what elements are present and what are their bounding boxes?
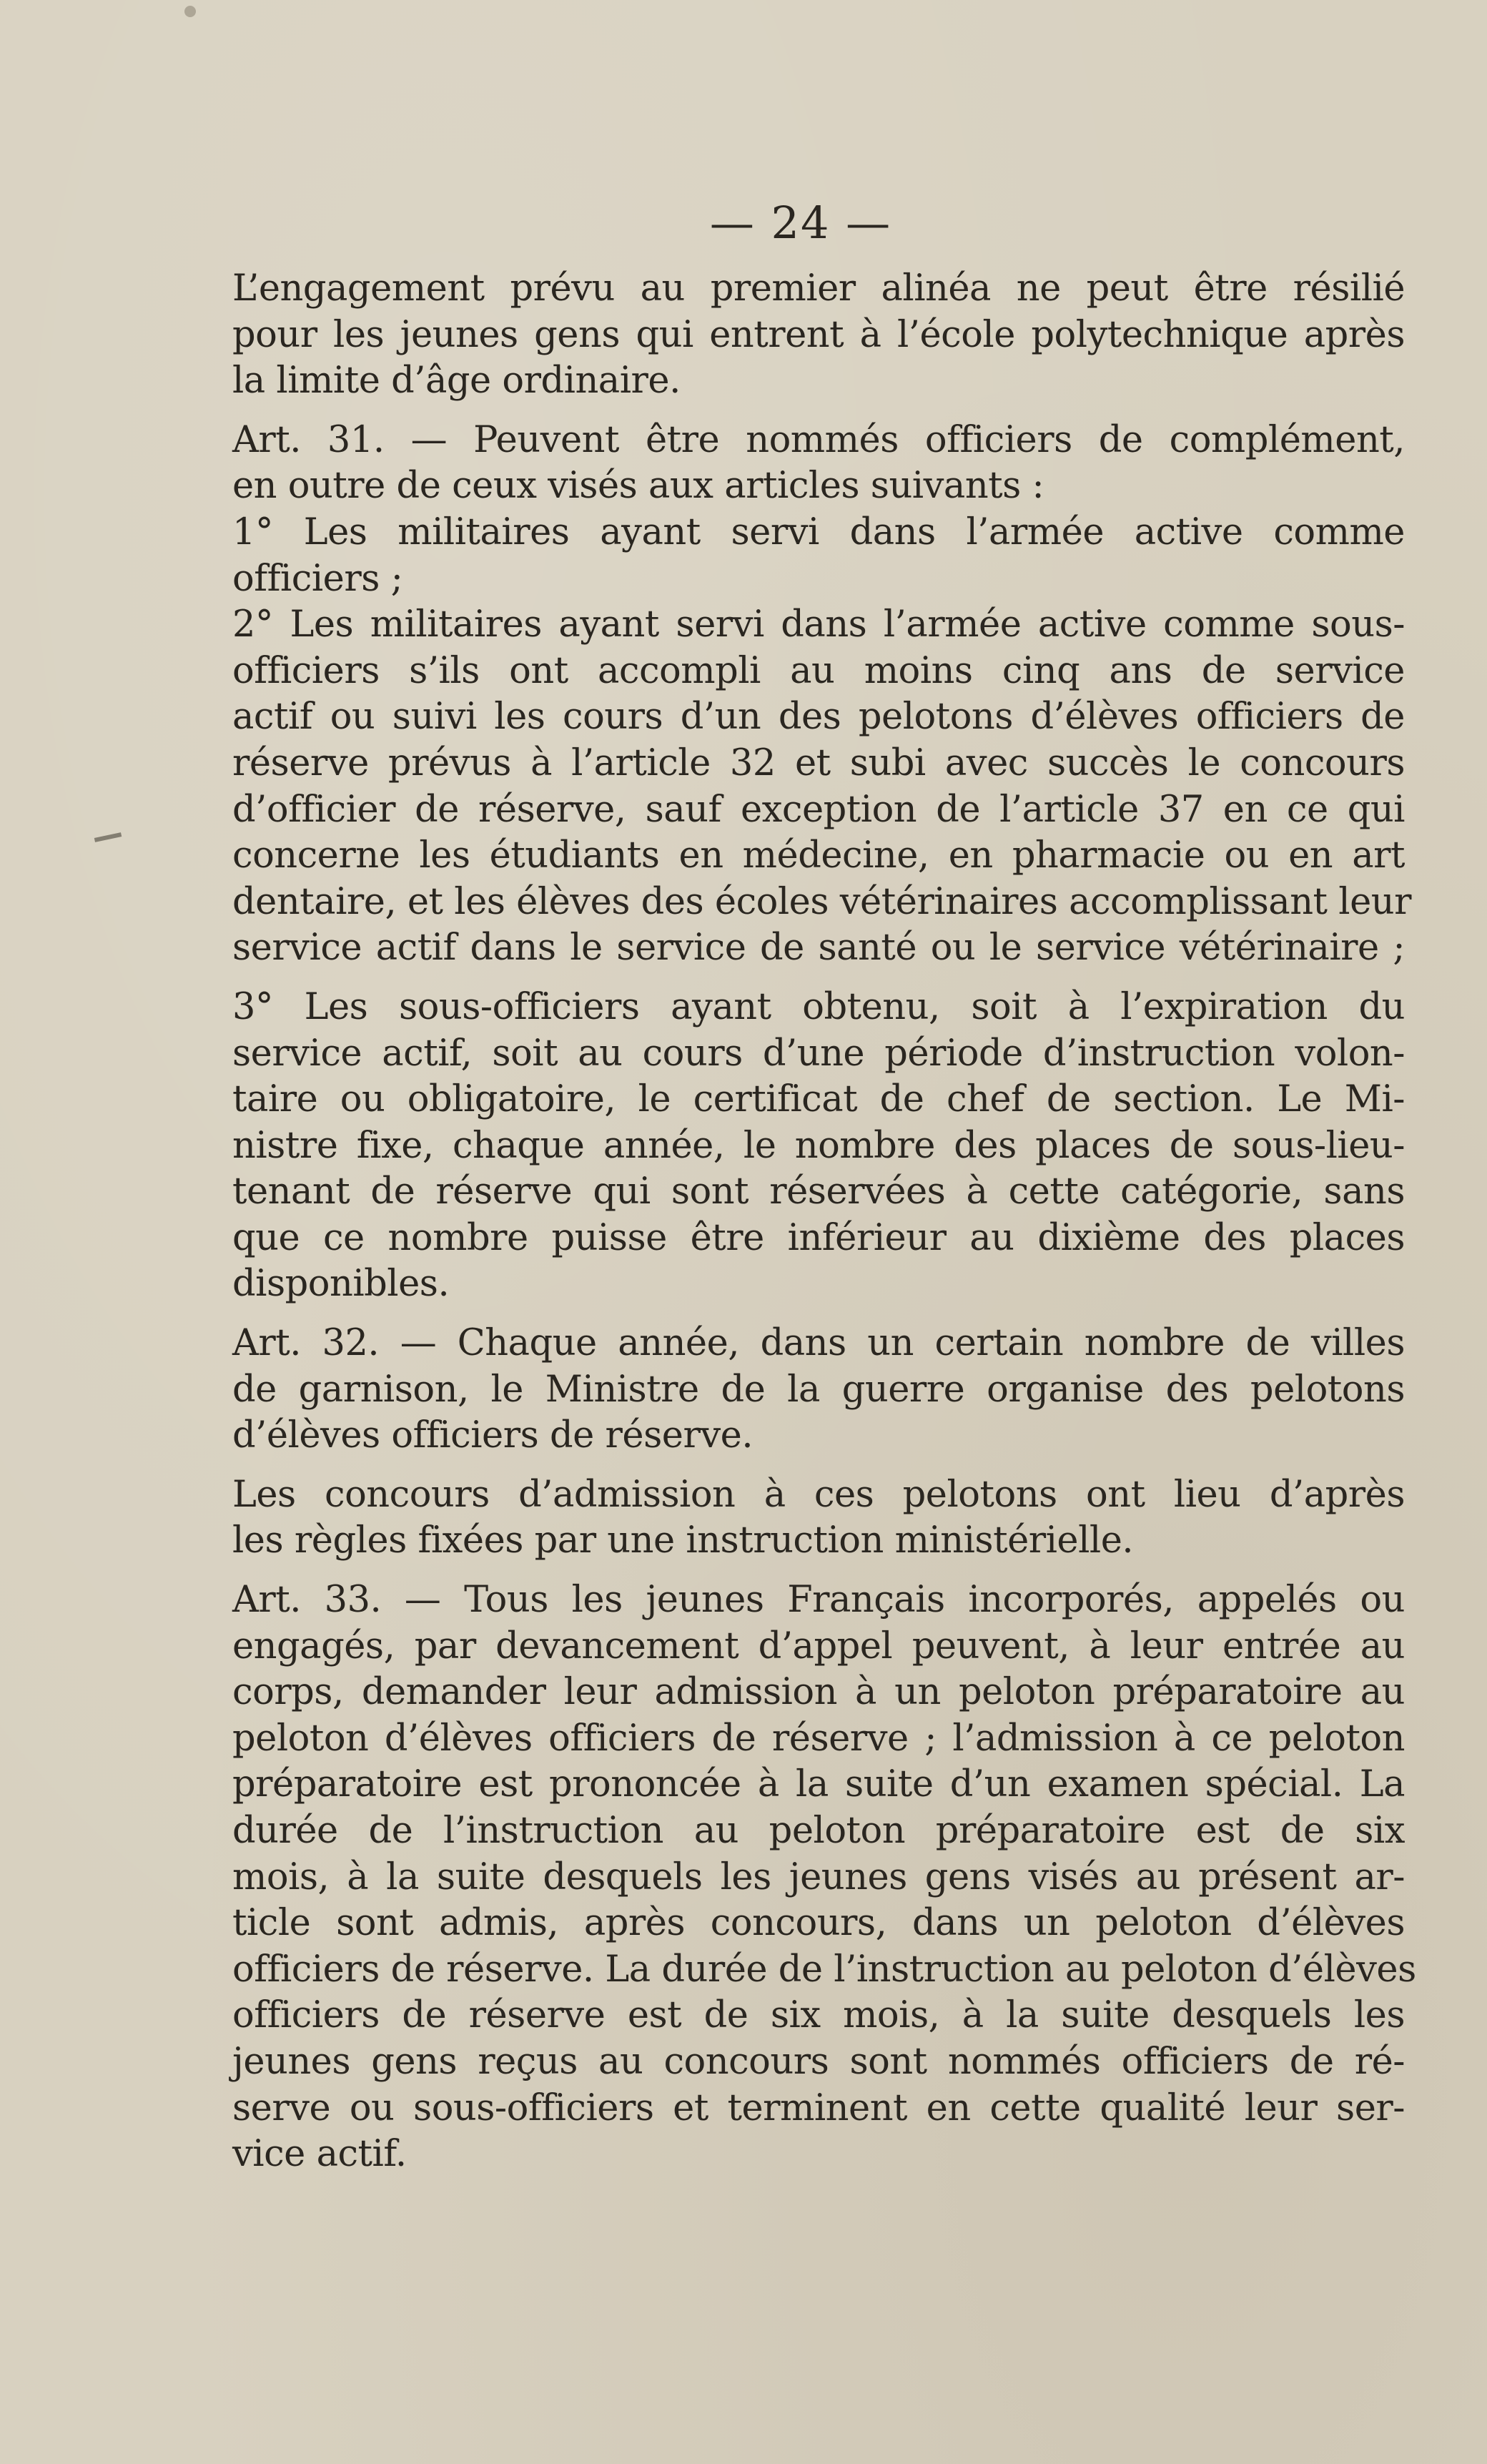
text-line: 1° Les militaires ayant servi dans l’armée active comme <box>232 511 1405 553</box>
text-line: d’officier de réserve, sauf exception de l’article 37 en ce qui <box>232 788 1405 831</box>
page-number: — 24 — <box>709 197 892 249</box>
text-line: concerne les étudiants en médecine, en pharmacie ou en art <box>232 834 1405 877</box>
text-line: ticle sont admis, après concours, dans un peloton d’élèves <box>232 1902 1405 1945</box>
text-line: L’engagement prévu au premier alinéa ne peut être résilié <box>232 267 1405 310</box>
text-line: dentaire, et les élèves des écoles vétérinaires accomplissant leur <box>232 880 1411 923</box>
text-line: service actif, soit au cours d’une période d’instruction volon- <box>232 1032 1405 1075</box>
text-line: durée de l’instruction au peloton préparatoire est de six <box>232 1810 1405 1852</box>
text-line: pour les jeunes gens qui entrent à l’école polytechnique après <box>232 313 1405 356</box>
text-line: corps, demander leur admission à un peloton préparatoire au <box>232 1671 1405 1714</box>
text-line: les règles fixées par une instruction ministérielle. <box>232 1519 1134 1562</box>
text-line: officiers de réserve est de six mois, à la suite desquels les <box>232 1994 1405 2037</box>
text-line: service actif dans le service de santé ou le service vétérinaire ; <box>232 927 1405 970</box>
margin-mark <box>94 832 122 842</box>
text-line: 3° Les sous-officiers ayant obtenu, soit à l’expiration du <box>232 985 1405 1028</box>
text-line: de garnison, le Ministre de la guerre organise des pelotons <box>232 1368 1405 1411</box>
text-line: vice actif. <box>232 2133 407 2176</box>
text-line: disponibles. <box>232 1263 450 1306</box>
text-line: d’élèves officiers de réserve. <box>232 1414 754 1457</box>
text-line: nistre fixe, chaque année, le nombre des places de sous-lieu- <box>232 1124 1405 1167</box>
body-text <box>232 266 1416 2178</box>
text-line: Les concours d’admission à ces pelotons ont lieu d’après <box>232 1473 1405 1516</box>
text-line: la limite d’âge ordinaire. <box>232 360 681 403</box>
text-line: préparatoire est prononcée à la suite d’un examen spécial. La <box>232 1763 1405 1806</box>
text-line: officiers ; <box>232 557 403 600</box>
article-33-heading-line: Art. 33. — Tous les jeunes Français incorporés, appelés ou <box>232 1579 1405 1622</box>
text-line: 2° Les militaires ayant servi dans l’armée active comme sous- <box>232 603 1405 646</box>
text-line: actif ou suivi les cours d’un des pelotons d’élèves officiers de <box>232 696 1405 739</box>
text-line: en outre de ceux visés aux articles suivants : <box>232 465 1044 508</box>
text-line: officiers s’ils ont accompli au moins cinq ans de service <box>232 649 1405 692</box>
text-line: officiers de réserve. La durée de l’instruction au peloton d’élèves <box>232 1948 1416 1991</box>
article-31-heading-line: Art. 31. — Peuvent être nommés officiers de complément, <box>232 418 1405 461</box>
text-line: serve ou sous-officiers et terminent en cette qualité leur ser- <box>232 2086 1405 2129</box>
text-line: tenant de réserve qui sont réservées à cette catégorie, sans <box>232 1171 1405 1213</box>
text-line: réserve prévus à l’article 32 et subi avec succès le concours <box>232 741 1405 784</box>
text-line: mois, à la suite desquels les jeunes gens visés au présent ar- <box>232 1856 1405 1898</box>
article-32-heading-line: Art. 32. — Chaque année, dans un certain nombre de villes <box>232 1322 1405 1365</box>
text-line: taire ou obligatoire, le certificat de chef de section. Le Mi- <box>232 1078 1405 1121</box>
text-line: engagés, par devancement d’appel peuvent, à leur entrée au <box>232 1625 1405 1667</box>
text-line: peloton d’élèves officiers de réserve ; l’admission à ce peloton <box>232 1717 1405 1760</box>
text-line: jeunes gens reçus au concours sont nommés officiers de ré- <box>232 2040 1405 2083</box>
text-line: que ce nombre puisse être inférieur au dixième des places <box>232 1216 1405 1259</box>
paper-speck <box>184 6 196 17</box>
